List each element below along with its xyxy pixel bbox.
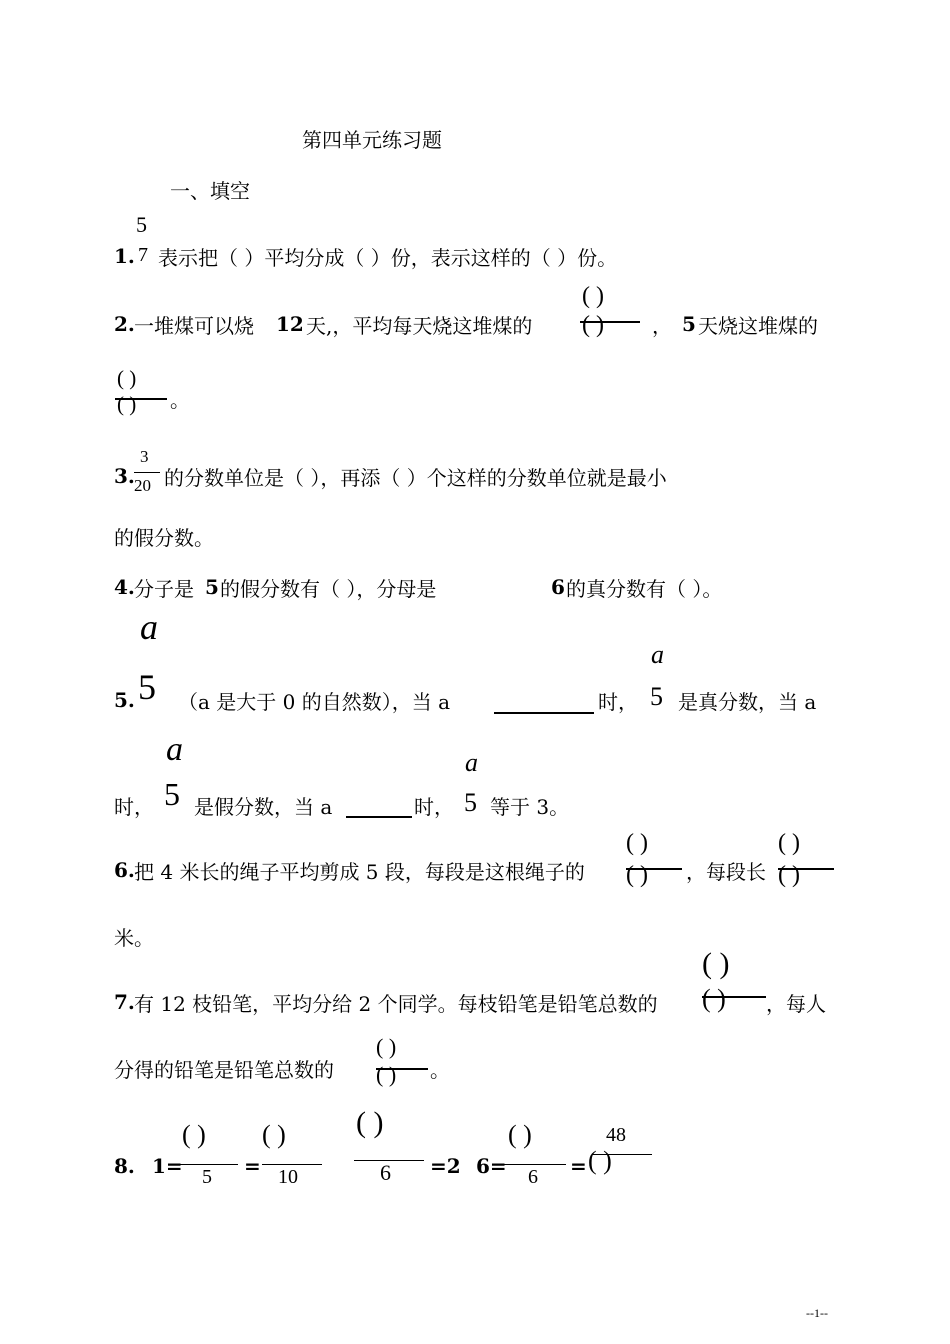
q6-frac2-numerator-blank[interactable]: ( ) [778,830,800,856]
q4-number: 4. [114,575,135,599]
q3-fraction-denominator: 20 [134,476,151,495]
q1-number: 1. [114,244,135,268]
q8-frac5-numerator: 48 [606,1124,626,1146]
q8-frac4-bar [504,1164,566,1165]
q4-text-a: 分子是 [134,577,194,601]
q2-five: 5 [682,312,696,336]
q4-five: 5 [205,575,219,599]
q8-frac3-numerator-blank[interactable]: ( ) [356,1106,384,1139]
q1-text: 表示把（ ）平均分成（ ）份，表示这样的（ ）份。 [158,246,618,270]
q8-frac2-numerator-blank[interactable]: ( ) [262,1120,286,1149]
q2-frac2-denominator-blank[interactable]: ( ) [117,392,137,416]
q8-frac2-bar [262,1164,322,1165]
q8-equals-1: = [244,1154,261,1178]
q2-number: 2. [114,312,135,336]
q3-line2: 的假分数。 [114,526,214,550]
q8-equals-two: =2 [430,1154,461,1178]
q8-one-equals: 1= [152,1154,183,1178]
page-title: 第四单元练习题 [302,128,442,152]
q8-frac2-denominator: 10 [278,1166,298,1188]
q2-text-c: ， [652,314,672,338]
q3-fraction-bar [134,472,160,473]
q8-equals-3: = [570,1154,587,1178]
q8-frac5-denominator-blank[interactable]: ( ) [588,1146,612,1175]
q6-number: 6. [114,858,135,882]
q5-den-5-2: 5 [650,682,663,711]
q7-text-a: 有 12 枝铅笔，平均分给 2 个同学。每枝铅笔是铅笔总数的 [134,992,658,1016]
q7-line2: 分得的铅笔是铅笔总数的 [114,1058,334,1082]
q7-end: 。 [430,1058,450,1082]
q8-six-equals: 6= [476,1154,507,1178]
q1-fraction-denominator: 7 [138,244,148,266]
q6-text-a: 把 4 米长的绳子平均剪成 5 段，每段是这根绳子的 [134,860,585,884]
q7-frac2-numerator-blank[interactable]: ( ) [376,1034,397,1059]
q8-frac1-numerator-blank[interactable]: ( ) [182,1120,206,1149]
q6-frac1-denominator-blank[interactable]: ( ) [626,862,648,888]
q7-frac1-numerator-blank[interactable]: ( ) [702,947,730,980]
q5-den-5-3: 5 [164,776,180,812]
q3-text: 的分数单位是（ ），再添（ ）个这样的分数单位就是最小 [164,466,667,490]
q5-text-f: 时， [414,795,454,819]
q5-blank-1[interactable] [494,712,594,714]
q7-text-b: ，每人 [766,992,826,1016]
q8-frac3-denominator: 6 [380,1160,391,1185]
q2-text-b: 天,，平均每天烧这堆煤的 [306,314,533,338]
q8-frac1-denominator: 5 [202,1166,212,1188]
q5-var-a-2: a [651,640,664,669]
q6-frac2-denominator-blank[interactable]: ( ) [778,862,800,888]
q6-line2: 米。 [114,926,154,950]
q5-text-a: （a 是大于 0 的自然数），当 a [178,690,451,714]
q2-frac1-numerator-blank[interactable]: ( ) [582,283,604,309]
q8-frac1-bar [178,1164,238,1165]
q5-text-e: 是假分数，当 a [194,795,333,819]
q5-den-5-4: 5 [464,788,477,817]
q6-frac1-numerator-blank[interactable]: ( ) [626,830,648,856]
q5-text-d: 时， [114,795,154,819]
q6-text-b: ，每段长 [686,860,766,884]
q5-var-a-3: a [166,731,183,768]
q2-frac2-numerator-blank[interactable]: ( ) [117,366,137,390]
q7-frac2-denominator-blank[interactable]: ( ) [376,1062,397,1087]
q2-text-d: 天烧这堆煤的 [698,314,818,338]
q8-number: 8. [114,1154,135,1178]
section-heading: 一、填空 [170,179,250,203]
q3-fraction-numerator: 3 [140,447,149,466]
q7-number: 7. [114,990,135,1014]
q1-fraction-numerator: 5 [136,212,147,237]
page-number: --1-- [806,1306,828,1320]
q8-frac4-denominator: 6 [528,1166,538,1188]
q5-var-a-1: a [140,607,158,647]
q2-frac1-denominator-blank[interactable]: ( ) [582,312,604,338]
q4-text-b: 的假分数有（ ），分母是 [220,577,437,601]
q2-text-a: 一堆煤可以烧 [134,314,254,338]
q5-var-a-4: a [465,748,478,777]
q2-days: 12 [276,312,304,336]
q5-text-b: 时， [598,690,638,714]
q4-text-c: 的真分数有（ ）。 [566,577,723,601]
q4-six: 6 [551,575,565,599]
q5-blank-2[interactable] [346,816,412,818]
q5-text-g: 等于 3。 [490,795,570,819]
q5-number: 5. [114,688,135,712]
q3-number: 3. [114,464,135,488]
q2-end: 。 [170,388,190,412]
q5-den-5-1: 5 [138,667,156,707]
q8-frac4-numerator-blank[interactable]: ( ) [508,1120,532,1149]
q7-frac1-denominator-blank[interactable]: ( ) [702,984,726,1013]
q5-text-c: 是真分数，当 a [678,690,817,714]
